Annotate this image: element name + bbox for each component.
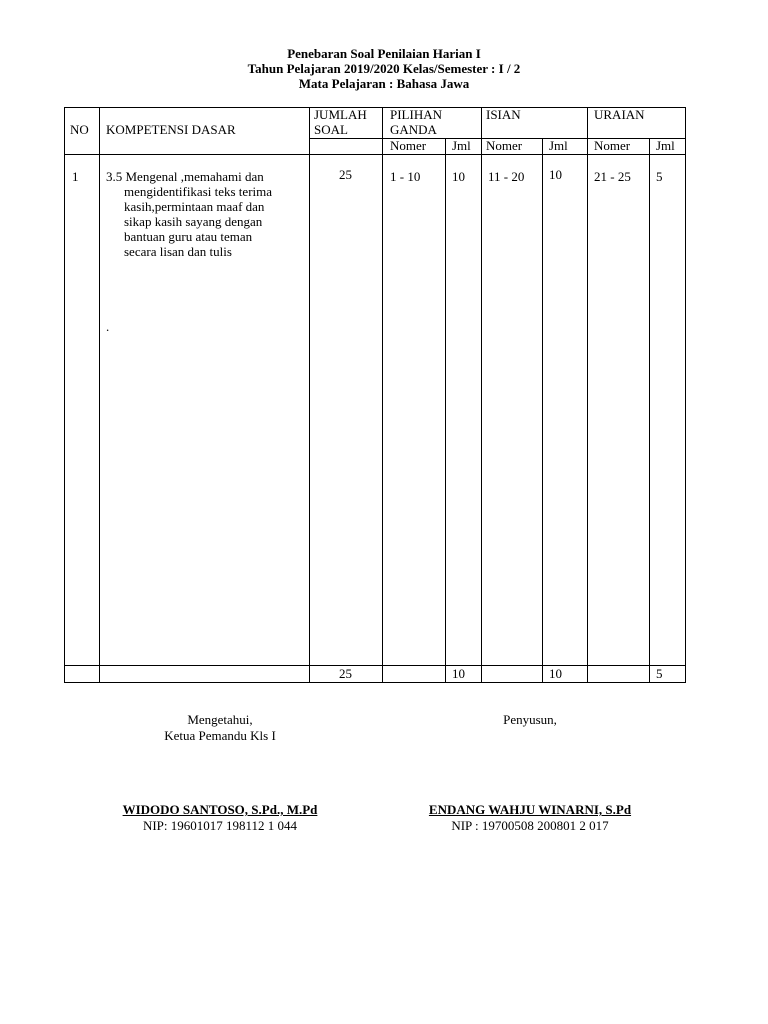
right-sign-heading: Penyusun, — [503, 712, 557, 727]
col-divider-jumlah — [382, 107, 383, 682]
table-border-right — [685, 107, 686, 682]
row-kd-line-2: mengidentifikasi teks terima — [124, 184, 273, 199]
left-sign-role: Ketua Pemandu Kls I — [164, 728, 276, 743]
total-pg-jml: 10 — [452, 666, 465, 681]
total-isian-jml: 10 — [549, 666, 562, 681]
col-divider-isian — [587, 107, 588, 682]
total-uraian-jml: 5 — [656, 666, 663, 681]
col-divider-uraian-nomer — [649, 138, 650, 682]
subheader-uraian-nomer: Nomer — [594, 138, 631, 153]
header-isian: ISIAN — [486, 107, 521, 122]
subheader-isian-nomer: Nomer — [486, 138, 523, 153]
subheader-pg-nomer: Nomer — [390, 138, 427, 153]
header-kompetensi-dasar: KOMPETENSI DASAR — [106, 122, 236, 137]
col-divider-kd — [309, 107, 310, 682]
col-divider-pg — [481, 107, 482, 682]
row-pg-jml: 10 — [452, 169, 465, 184]
table-border-bottom — [64, 682, 686, 683]
row-kd-line-3: kasih,permintaan maaf dan — [124, 199, 265, 214]
header-no: NO — [70, 122, 89, 137]
subject-line: Mata Pelajaran : Bahasa Jawa — [298, 76, 470, 91]
header-pilihan: PILIHAN — [390, 107, 442, 122]
table-border-left — [64, 107, 65, 682]
table-total-line — [64, 665, 686, 666]
row-kd-line-6: secara lisan dan tulis — [124, 244, 232, 259]
header-ganda: GANDA — [390, 122, 437, 137]
row-kd-first-line: 3.5 Mengenal ,memahami dan — [106, 169, 264, 184]
col-divider-pg-nomer — [445, 138, 446, 682]
header-uraian: URAIAN — [594, 107, 645, 122]
subheader-pg-jml: Jml — [452, 138, 471, 153]
row-isian-nomer: 11 - 20 — [488, 169, 525, 184]
table-border-top — [64, 107, 686, 108]
row-dot-mark: . — [106, 319, 110, 334]
row-kd-line-4: sikap kasih sayang dengan — [124, 214, 263, 229]
total-jumlah: 25 — [339, 666, 352, 681]
row-kd-line-5: bantuan guru atau teman — [124, 229, 253, 244]
subheader-uraian-jml: Jml — [656, 138, 675, 153]
left-sign-heading: Mengetahui, — [187, 712, 253, 727]
header-jumlah-2: SOAL — [314, 122, 348, 137]
header-jumlah-1: JUMLAH — [314, 107, 367, 122]
row-uraian-nomer: 21 - 25 — [594, 169, 631, 184]
col-divider-isian-nomer — [542, 138, 543, 682]
right-sign-name: ENDANG WAHJU WINARNI, S.Pd — [428, 802, 632, 817]
table-header-bottom — [64, 154, 686, 155]
subheader-isian-jml: Jml — [549, 138, 568, 153]
row-no: 1 — [72, 169, 79, 184]
document-title: Penebaran Soal Penilaian Harian I — [287, 46, 481, 61]
row-isian-jml: 10 — [549, 167, 562, 182]
right-sign-nip: NIP : 19700508 200801 2 017 — [451, 818, 609, 833]
col-divider-no — [99, 107, 100, 682]
academic-year-line: Tahun Pelajaran 2019/2020 Kelas/Semester : I / 2 — [247, 61, 521, 76]
left-sign-name: WIDODO SANTOSO, S.Pd., M.Pd — [122, 802, 318, 817]
row-jumlah: 25 — [339, 167, 352, 182]
row-pg-nomer: 1 - 10 — [390, 169, 421, 184]
row-uraian-jml: 5 — [656, 169, 663, 184]
left-sign-nip: NIP: 19601017 198112 1 044 — [142, 818, 298, 833]
